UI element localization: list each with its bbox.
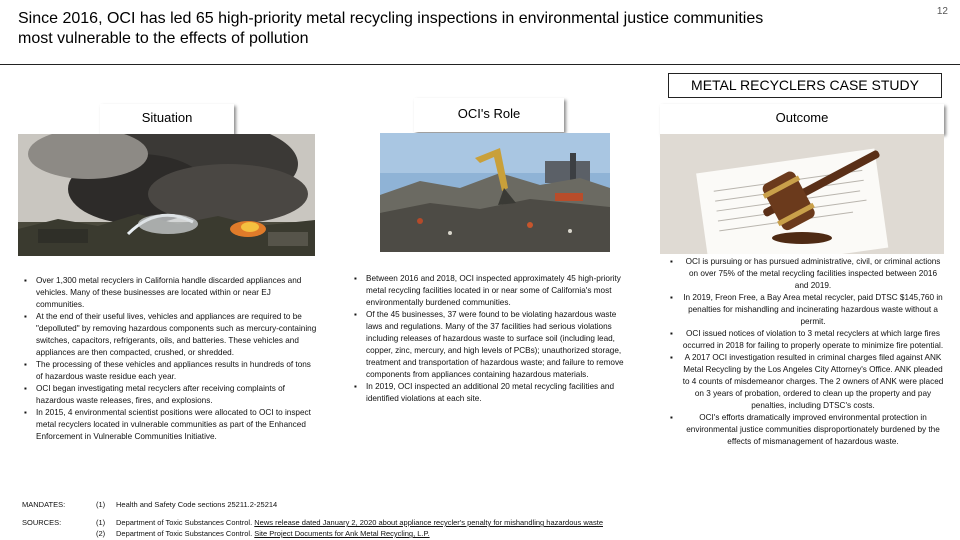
list-item: ▪ OCI's efforts dramatically improved environmental protection in environmental justice communities disproportionately burdened by the effects of mismanagement of hazardous waste. [668, 412, 944, 448]
role-bullets [352, 273, 632, 405]
mandates-citation: Health and Safety Code sections 25211.2-25214 [116, 500, 278, 509]
source-prefix: Department of Toxic Substances Control. [116, 529, 255, 538]
list-item: ▪ In 2019, Freon Free, a Bay Area metal recycler, paid DTSC $145,760 in penalties for mishandling and incinerating hazardous waste without a permit. [668, 292, 944, 328]
source-link[interactable]: Site Project Documents for Ank Metal Recycling, L.P. [254, 529, 430, 538]
situation-heading: Situation [100, 104, 234, 134]
page-title [18, 9, 898, 49]
footnote-number: (1) [96, 500, 106, 509]
mandates-text [96, 499, 277, 510]
list-item: ▪ OCI issued notices of violation to 3 metal recyclers at which large fires occurred in 2018 for failing to properly operate to minimize fire potential. [668, 328, 944, 352]
source-row [96, 528, 603, 539]
source-row [96, 517, 603, 528]
list-item: ▪ In 2019, OCI inspected an additional 20 metal recycling facilities and identified violations at each site. [352, 381, 632, 405]
list-item: ▪ A 2017 OCI investigation resulted in criminal charges filed against ANK Metal Recycling by the Los Angeles City Attorney's Office. ANK pleaded to 4 counts of misdemeanor charges. The 2 owners of ANK were placed on 3 years of probation, ordered to clean up the property and pay penalties, including DTSC's costs. [668, 352, 944, 412]
title-line-2: most vulnerable to the effects of pollution [18, 30, 309, 47]
list-item: ▪ In 2015, 4 environmental scientist positions were allocated to OCI to inspect metal recyclers located in vulnerable communities as part of the Enhanced Enforcement in Vulnerable Communities Initiative. [22, 407, 318, 443]
sources-label: SOURCES: [22, 518, 62, 527]
source-link[interactable]: News release dated January 2, 2020 about appliance recycler's penalty for mishandling hazardous waste [254, 518, 603, 527]
footnote-number: (1) [96, 518, 106, 527]
footnote-number: (2) [96, 529, 106, 538]
list-item: ▪ Over 1,300 metal recyclers in California handle discarded appliances and vehicles. Many of these businesses are located within or near EJ communities. [22, 275, 318, 311]
mandates-label: MANDATES: [22, 500, 66, 509]
source-prefix: Department of Toxic Substances Control. [116, 518, 255, 527]
outcome-bullets [668, 256, 944, 448]
situation-bullets [22, 275, 318, 443]
case-study-label: METAL RECYCLERS CASE STUDY [668, 73, 942, 98]
role-heading: OCI's Role [414, 98, 564, 132]
sources-list [96, 517, 603, 539]
list-item: ▪ At the end of their useful lives, vehicles and appliances are required to be "depolluted" by removing hazardous components such as mercury-containing switches, capacitors, refrigerants, oils, and batteries. These vehicles and appliances are then compacted, crushed, or shredded. [22, 311, 318, 359]
scrap-metal-pile-photo [380, 133, 610, 252]
title-line-1: Since 2016, OCI has led 65 high-priority metal recycling inspections in environmental justice communities [18, 10, 764, 27]
gavel-on-documents-photo [660, 134, 944, 254]
list-item: ▪ The processing of these vehicles and appliances results in hundreds of tons of hazardous waste residue each year. [22, 359, 318, 383]
title-divider [0, 64, 960, 65]
list-item: ▪ OCI began investigating metal recyclers after receiving complaints of hazardous waste releases, fires, and explosions. [22, 383, 318, 407]
list-item: ▪ Of the 45 businesses, 37 were found to be violating hazardous waste laws and regulations. Many of the 37 facilities had serious violations including releases of hazardous waste to surface soil (including lead, copper, zinc, mercury, and high levels of PCBs); unauthorized storage, treatment and transportation of hazardous waste; and failure to remove components from appliances containing hazardous materials. [352, 309, 632, 381]
scrapyard-fire-photo [18, 134, 315, 256]
page-number: 12 [936, 6, 948, 17]
list-item: ▪ OCI is pursuing or has pursued administrative, civil, or criminal actions on over 75% of the metal recycling facilities inspected between 2016 and 2019. [668, 256, 944, 292]
list-item: ▪ Between 2016 and 2018, OCI inspected approximately 45 high-priority metal recycling facilities located in or near some of California's most environmentally burdened communities. [352, 273, 632, 309]
outcome-heading: Outcome [660, 104, 944, 134]
